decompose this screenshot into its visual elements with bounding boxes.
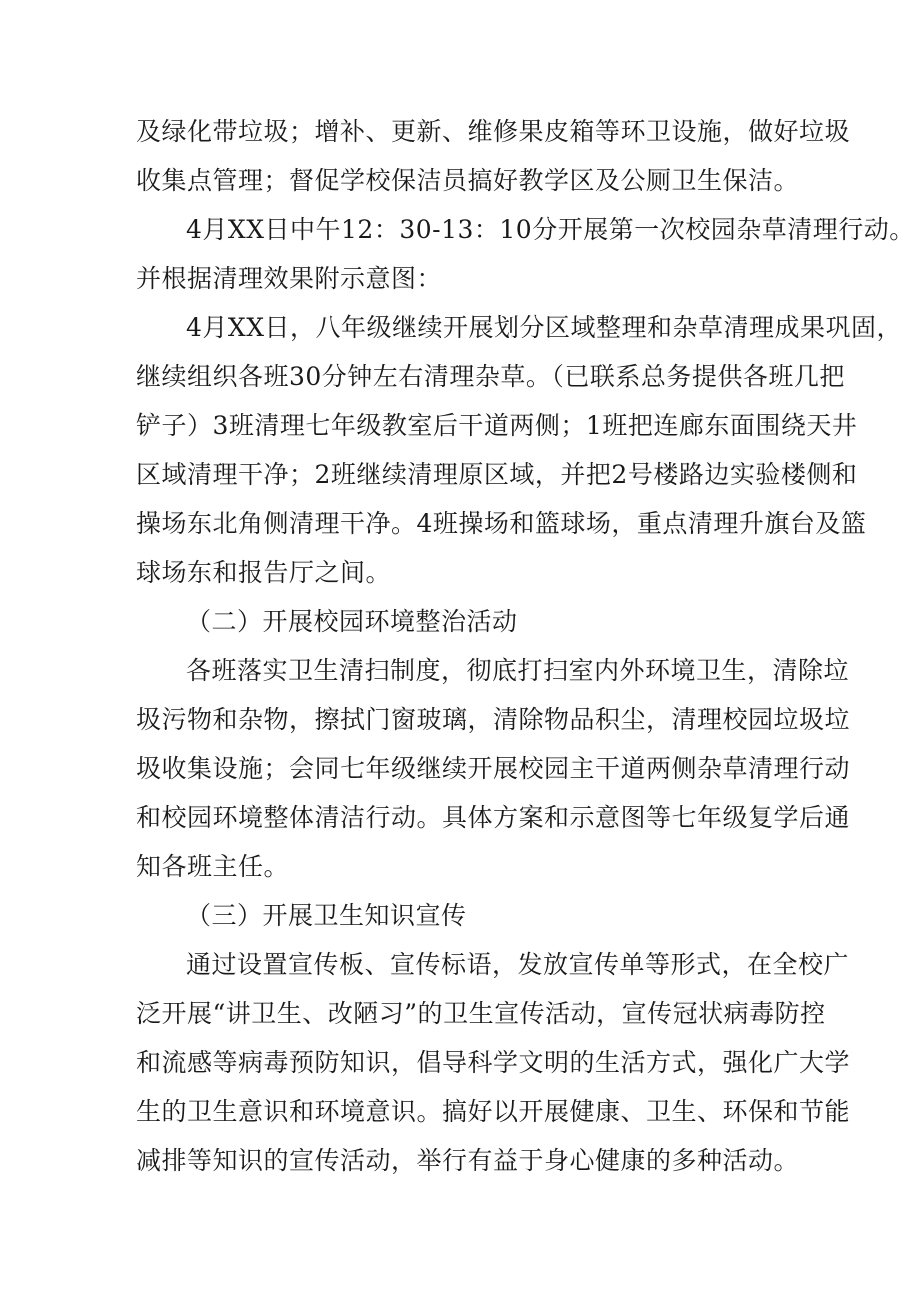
paragraph-line: 操场东北角侧清理干净。4班操场和篮球场，重点清理升旗台及篮 [136, 509, 867, 538]
paragraph-line: 铲子）3班清理七年级教室后干道两侧；1班把连廊东面围绕天井 [136, 411, 858, 440]
paragraph-line: 减排等知识的宣传活动，举行有益于身心健康的多种活动。 [136, 1146, 800, 1175]
paragraph-line: 生的卫生意识和环境意识。搞好以开展健康、卫生、环保和节能 [136, 1097, 851, 1126]
paragraph-line: 圾收集设施；会同七年级继续开展校园主干道两侧杂草清理行动 [136, 754, 851, 783]
paragraph-line: 及绿化带垃圾；增补、更新、维修果皮箱等环卫设施，做好垃圾 [136, 117, 851, 146]
section-heading-3: （三）开展卫生知识宣传 [186, 901, 467, 930]
paragraph-line: 和流感等病毒预防知识，倡导科学文明的生活方式，强化广大学 [136, 1048, 851, 1077]
paragraph-line: 球场东和报告厅之间。 [136, 558, 392, 587]
paragraph-line: 4月XX日，八年级继续开展划分区域整理和杂草清理成果巩固， [186, 313, 903, 342]
paragraph-line: 各班落实卫生清扫制度，彻底打扫室内外环境卫生，清除垃 [186, 656, 850, 685]
paragraph-line: 通过设置宣传板、宣传标语，发放宣传单等形式，在全校广 [186, 950, 850, 979]
paragraph-line: 和校园环境整体清洁行动。具体方案和示意图等七年级复学后通 [136, 803, 851, 832]
paragraph-line: 继续组织各班30分钟左右清理杂草。（已联系总务提供各班几把 [136, 362, 845, 391]
paragraph-line: 知各班主任。 [136, 852, 290, 881]
paragraph-line: 区域清理干净；2班继续清理原区域，并把2号楼路边实验楼侧和 [136, 460, 858, 489]
paragraph-line: 收集点管理；督促学校保洁员搞好教学区及公厕卫生保洁。 [136, 166, 800, 195]
paragraph-line: 圾污物和杂物，擦拭门窗玻璃，清除物品积尘，清理校园垃圾垃 [136, 705, 851, 734]
section-heading-2: （二）开展校园环境整治活动 [186, 607, 518, 636]
paragraph-line: 4月XX日中午12：30-13：10分开展第一次校园杂草清理行动。 [186, 215, 915, 244]
paragraph-line: 并根据清理效果附示意图： [136, 264, 443, 293]
paragraph-line: 泛开展“讲卫生、改陋习”的卫生宣传活动，宣传冠状病毒防控 [136, 999, 826, 1028]
